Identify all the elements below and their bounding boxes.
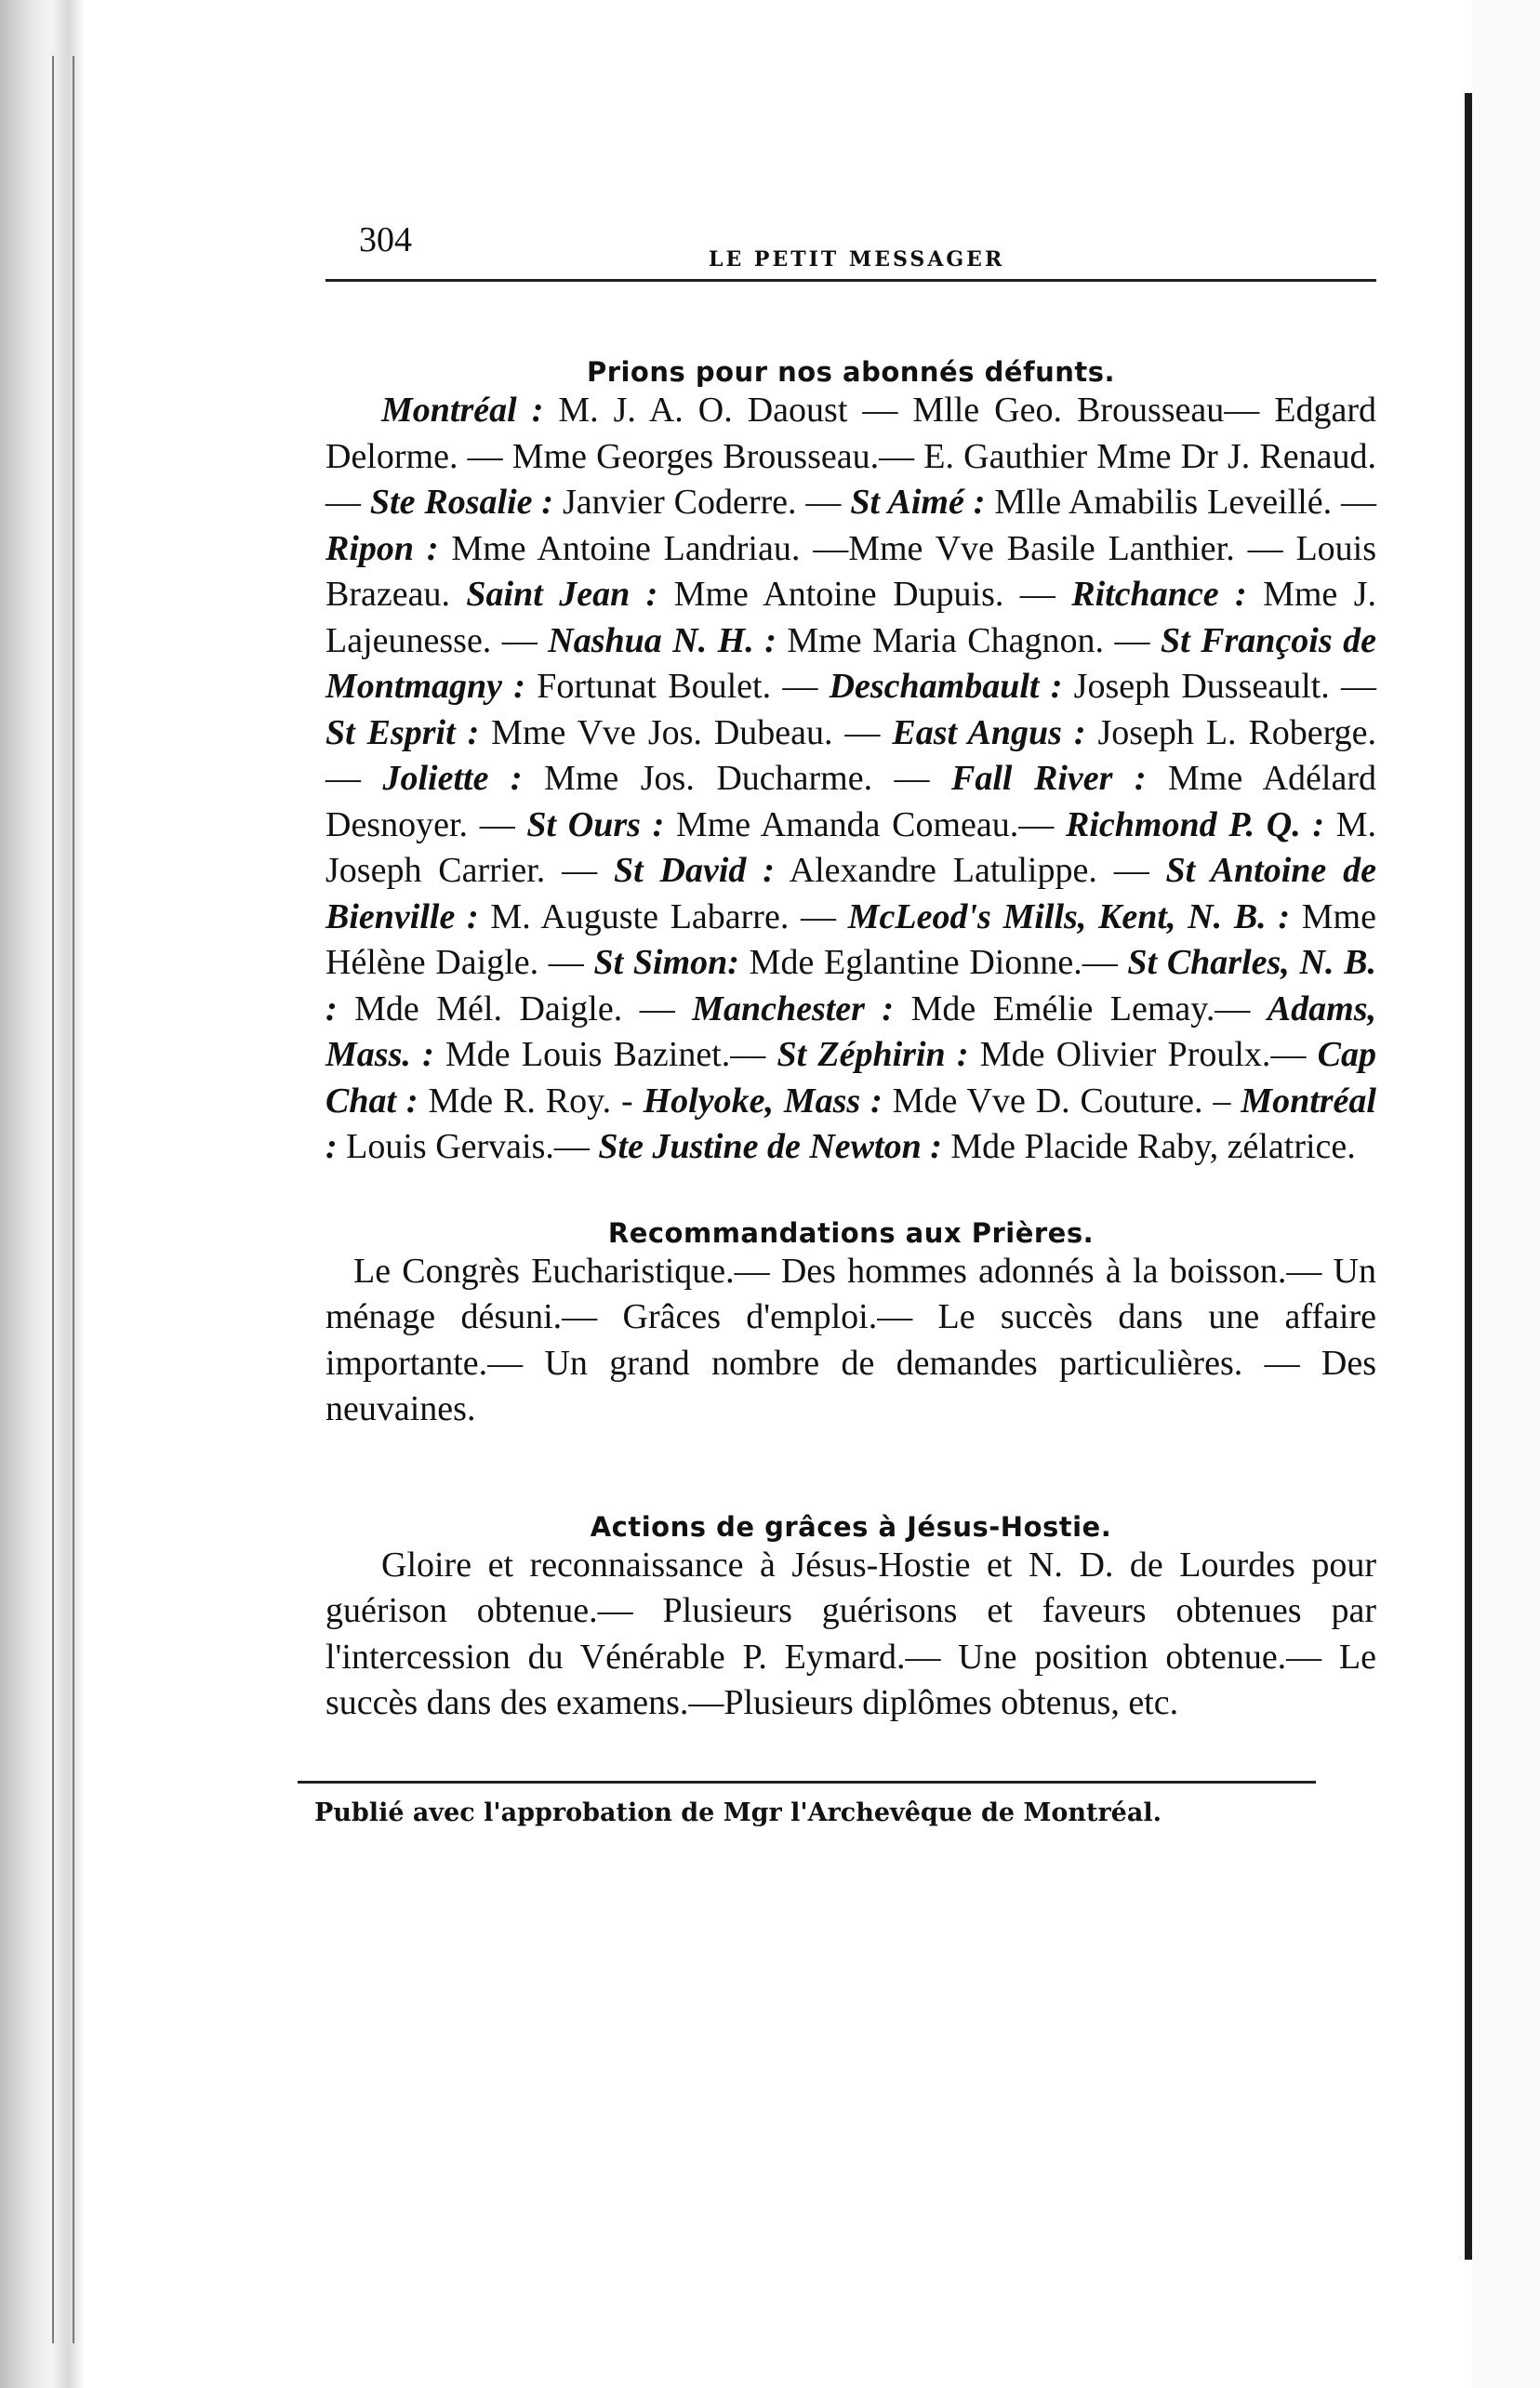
- place-name: St Simon:: [593, 943, 739, 982]
- names-text: Mde Eglantine Dionne.—: [738, 943, 1128, 982]
- gutter-line: [52, 56, 54, 2343]
- place-name: Cap Chat :: [325, 1035, 1376, 1121]
- names-text: Mme Maria Chagnon. —: [776, 620, 1161, 660]
- section-title-defunts: Prions pour nos abonnés défunts.: [586, 356, 1116, 388]
- place-name: East Angus :: [892, 712, 1086, 752]
- names-text: Joseph L. Roberge. —: [325, 712, 1376, 798]
- place-name: Nashua N. H. :: [548, 620, 777, 660]
- running-title: LE PETIT MESSAGER: [709, 247, 1005, 272]
- place-name: St Esprit :: [325, 712, 480, 752]
- place-name: St Zéphirin :: [777, 1035, 969, 1074]
- names-text: Fortunat Boulet. —: [524, 667, 830, 706]
- place-name: McLeod's Mills, Kent, N. B. :: [847, 896, 1291, 936]
- place-name: Fall River :: [951, 759, 1147, 798]
- place-name: Ste Justine de Newton :: [598, 1127, 942, 1166]
- section-title-recommandations: Recommandations aux Prières.: [607, 1216, 1095, 1249]
- names-text: Mme Vve Jos. Dubeau. —: [479, 712, 893, 752]
- imprimatur-footer: Publié avec l'approbation de Mgr l'Archevêque de Montréal.: [314, 1798, 1162, 1827]
- obituary-paragraph: [325, 388, 1376, 1171]
- page: [314, 214, 1377, 1827]
- names-text: M. Joseph Carrier. —: [325, 804, 1377, 890]
- place-name: Saint Jean :: [466, 575, 658, 614]
- page-edge: [1465, 93, 1472, 2260]
- place-name: Ritchance :: [1071, 575, 1247, 614]
- place-name: Montréal :: [381, 391, 544, 430]
- names-text: Alexandre Latulippe. —: [774, 851, 1166, 890]
- names-text: M. J. A. O. Daoust — Mlle Geo. Brousseau— Edgard Delorme. — Mme Georges Brousseau.— E. Gauthier Mme Dr J. Renaud. —: [325, 391, 1376, 522]
- names-text: Louis Gervais.—: [337, 1127, 599, 1166]
- names-text: Mme J. Lajeunesse. —: [325, 575, 1376, 660]
- page-surround: [1472, 0, 1540, 2388]
- place-name: St Charles, N. B. :: [325, 943, 1376, 1028]
- names-text: Mme Antoine Dupuis. —: [657, 575, 1072, 614]
- names-text: Mde Vve D. Couture. –: [882, 1081, 1241, 1121]
- page-number: 304: [359, 220, 412, 259]
- names-text: M. Auguste Labarre. —: [478, 896, 848, 936]
- names-text: Mde Placide Raby, zélatrice.: [941, 1127, 1356, 1166]
- running-head: [325, 214, 1376, 282]
- place-name: Deschambault :: [829, 667, 1063, 706]
- names-text: Mde Emélie Lemay.—: [894, 988, 1268, 1028]
- place-name: Adams, Mass. :: [325, 988, 1376, 1074]
- names-text: Mde Louis Bazinet.—: [433, 1035, 777, 1074]
- place-name: St Aimé :: [850, 483, 986, 522]
- footer-rule: [298, 1781, 1316, 1784]
- names-text: Mlle Amabilis Leveillé. —: [985, 483, 1377, 522]
- place-name: Ste Rosalie :: [369, 483, 554, 522]
- names-text: Mme Jos. Ducharme. —: [522, 759, 952, 798]
- place-name: Manchester :: [692, 988, 895, 1028]
- section-title-actions-de-graces: Actions de grâces à Jésus-Hostie.: [590, 1510, 1112, 1543]
- names-text: Mme Amanda Comeau.—: [664, 804, 1066, 844]
- place-name: Richmond P. Q. :: [1065, 804, 1325, 844]
- place-name: Holyoke, Mass :: [643, 1081, 883, 1121]
- place-name: Montréal :: [325, 1081, 1376, 1166]
- place-name: St François de Montmagny :: [325, 620, 1377, 706]
- names-text: Mme Adélard Desnoyer. —: [325, 759, 1376, 844]
- names-text: Mde Mél. Daigle. —: [337, 988, 693, 1028]
- place-name: St Antoine de Bienville :: [325, 851, 1376, 936]
- recommendations-paragraph: Le Congrès Eucharistique.— Des hommes adonnés à la boisson.— Un ménage désuni.— Grâces d'emploi.— Le succès dans une affaire importante.— Un grand nombre de demandes particulières. — Des neuvaines.: [325, 1251, 1376, 1428]
- place-name: St Ours :: [526, 804, 665, 844]
- place-name: St David :: [613, 851, 775, 890]
- gutter-line: [73, 56, 74, 2343]
- names-text: Joseph Dusseault. —: [1062, 667, 1376, 706]
- names-text: Mde Olivier Proulx.—: [968, 1035, 1318, 1074]
- thanksgiving-paragraph: Gloire et reconnaissance à Jésus-Hostie et N. D. de Lourdes pour guérison obtenue.— Plusieurs guérisons et faveurs obtenues par l'intercession du Vénérable P. Eymard.— Une position obtenue.— Le succès dans des examens.—Plusieurs diplômes obtenus, etc.: [325, 1545, 1376, 1722]
- names-text: Mme Hélène Daigle. —: [325, 896, 1376, 982]
- names-text: Mme Antoine Landriau. —Mme Vve Basile Lanthier. — Louis Brazeau.: [325, 528, 1376, 614]
- names-text: Mde R. Roy. -: [418, 1081, 644, 1121]
- place-name: Ripon :: [325, 528, 439, 568]
- names-text: Janvier Coderre. —: [553, 483, 851, 522]
- place-name: Joliette :: [382, 759, 523, 798]
